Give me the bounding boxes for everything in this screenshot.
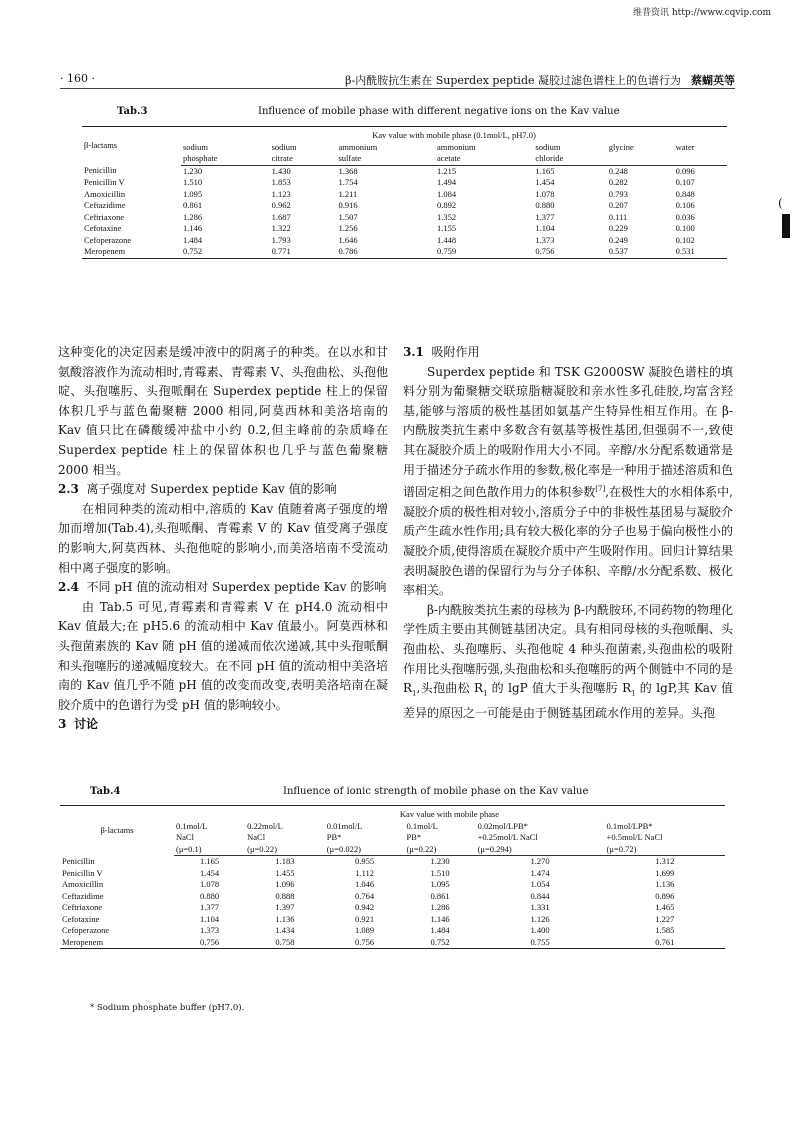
table-cell: 1.510 — [430, 867, 450, 878]
column-header-line: (μ=0.1) — [176, 843, 202, 854]
table-cell: 0.100 — [675, 223, 695, 233]
table-row — [82, 177, 727, 189]
table-cell: 0.848 — [675, 188, 695, 199]
column-header — [404, 821, 475, 856]
table-cell: 0.880 — [200, 890, 220, 901]
table-cell: 1.078 — [200, 879, 220, 889]
column-header-line: citrate — [271, 153, 293, 163]
running-title — [345, 72, 735, 88]
paragraph — [403, 363, 733, 601]
table-cell: 1.853 — [271, 177, 291, 187]
article-title: β-内酰胺抗生素在 Superdex peptide 凝胶过滤色谱柱上的色谱行为 — [345, 74, 681, 87]
table-cell: 1.430 — [271, 165, 291, 176]
table-cell: 1.368 — [338, 165, 358, 176]
row-label: Penicillin — [84, 165, 117, 175]
column-header-line: 0.1mol/LPB* — [606, 820, 653, 831]
table-cell: 1.123 — [271, 188, 291, 199]
table-cell: 0.942 — [355, 902, 375, 912]
section-title: 不同 pH 值的流动相对 Superdex peptide Kav 的影响 — [86, 580, 387, 595]
section-heading-3-1 — [403, 343, 733, 363]
table-cell: 0.107 — [675, 177, 695, 187]
table-cell: 1.312 — [655, 856, 675, 866]
table-cell: 0.761 — [605, 937, 725, 949]
table-row — [60, 879, 725, 891]
column-header — [605, 821, 725, 856]
table-cell: 1.104 — [535, 223, 555, 233]
column-header-line: (μ=0.294) — [477, 843, 512, 854]
row-label: Cefotaxine — [62, 913, 100, 924]
table-cell: 1.126 — [530, 913, 550, 924]
table-cell: 0.752 — [181, 246, 270, 258]
section-title: 离子强度对 Superdex peptide Kav 值的影响 — [86, 482, 337, 497]
column-header-line: 0.22mol/L — [247, 820, 283, 831]
table-cell: 1.095 — [430, 879, 450, 889]
table-cell: 0.229 — [608, 223, 628, 233]
table-cell: 1.095 — [183, 188, 203, 199]
column-header — [476, 821, 605, 856]
column-header-line: +0.5mol/L NaCl — [606, 832, 663, 842]
table-cell: 0.756 — [533, 246, 606, 258]
table-cell: 1.377 — [200, 902, 220, 912]
table-row — [60, 902, 725, 914]
table-cell: 0.786 — [337, 246, 435, 258]
table-row — [82, 212, 727, 224]
table-cell: 1.331 — [530, 902, 550, 912]
table-cell: 0.036 — [675, 211, 695, 222]
table-cell: 1.270 — [530, 856, 550, 866]
table-row — [82, 165, 727, 177]
section-number: 2.4 — [58, 580, 79, 595]
page-edge-bar — [782, 214, 790, 238]
table-cell: 0.756 — [325, 937, 405, 949]
column-header-line: 0.01mol/L — [326, 820, 363, 831]
row-label: Meropenem — [60, 937, 174, 949]
column-header-line: PB* — [406, 832, 422, 842]
section-heading-2-3 — [58, 480, 388, 500]
table-cell: 1.104 — [200, 913, 220, 924]
column-header-line: (μ=0.022) — [326, 843, 361, 854]
table-row — [82, 189, 727, 201]
table-row — [60, 856, 725, 868]
table-cell: 1.454 — [535, 177, 555, 187]
table-cell: 0.102 — [675, 234, 695, 245]
column-header-line: sodium — [535, 141, 561, 152]
row-label: Cefotaxine — [84, 223, 122, 233]
section-number: 2.3 — [58, 482, 79, 497]
table-cell: 0.106 — [675, 200, 695, 210]
subscript: 1 — [412, 689, 417, 698]
paragraph: 这种变化的决定因素是缓冲液中的阴离子的种类。在以水和甘氨酸溶液作为流动相时,青霉素、青霉素 V、头孢曲松、头孢他啶、头孢噻肟、头孢哌酮在 Superdex peptide 柱上的保留体积几乎与蓝色葡聚糖 2000 相同,阿莫西林和美洛培南的 Kav 值只比在磷酸缓冲盐中小约 0.2,但主峰前的杂质峰在 Superdex peptide 柱上的保留体积也几乎与蓝色葡聚糖 2000 相当。 — [58, 345, 388, 477]
table-cell: 0.921 — [355, 913, 375, 924]
table-cell: 1.096 — [275, 879, 295, 889]
column-header-line: (μ=0.22) — [247, 843, 278, 854]
subscript: 1 — [631, 689, 636, 698]
paragraph — [403, 601, 733, 724]
section-number: 3.1 — [403, 345, 424, 359]
table-row — [82, 200, 727, 212]
column-header-line: acetate — [436, 153, 461, 163]
table-cell: 1.089 — [355, 925, 375, 935]
column-header-line: sulfate — [338, 153, 362, 163]
table-cell: 1.397 — [275, 902, 295, 912]
row-label: Amoxicillin — [84, 188, 126, 199]
authors: 蔡蝴英等 — [691, 74, 735, 87]
table-cell: 1.352 — [436, 211, 457, 222]
table-cell: 1.510 — [183, 177, 203, 187]
table-row — [82, 246, 727, 258]
table3 — [82, 126, 727, 259]
table-cell: 0.771 — [270, 246, 337, 258]
paragraph-text: β-内酰胺类抗生素的母核为 β-内酰胺环,不同药物的物理化学性质主要由其侧链基团决定。具有相同母核的头孢哌酮、头孢曲松、头孢噻肟、头孢他啶 4 种头孢菌素,头孢曲松的吸附作用比头孢噻肟强,头孢曲松和头孢噻肟的两个侧链中不同的是 R — [403, 602, 733, 696]
row-label: Cefoperazone — [62, 925, 110, 935]
table-cell: 0.880 — [535, 200, 555, 210]
table-cell: 1.400 — [530, 925, 550, 935]
column-header-line: chloride — [535, 153, 564, 163]
column-header-line: NaCl — [247, 832, 266, 842]
table-cell: 1.286 — [430, 902, 450, 912]
table-cell: 1.215 — [436, 165, 457, 176]
left-column — [58, 343, 388, 735]
row-label: Ceftazidime — [62, 890, 104, 901]
table-row — [60, 925, 725, 937]
table-cell: 1.256 — [338, 223, 358, 233]
table-cell: 0.207 — [608, 200, 628, 210]
table-cell: 1.474 — [530, 867, 550, 878]
table-row — [82, 235, 727, 247]
column-header-line: glycine — [608, 141, 634, 152]
row-label: Ceftriaxone — [62, 902, 103, 912]
table-cell: 1.373 — [535, 234, 555, 245]
table3-label: Tab.3 — [117, 106, 148, 117]
table-cell: 0.962 — [271, 200, 291, 210]
table-cell: 0.111 — [608, 211, 628, 222]
table-cell: 0.888 — [275, 890, 295, 901]
table-cell: 1.322 — [271, 223, 291, 233]
table-cell: 0.844 — [530, 890, 550, 901]
table4 — [60, 805, 725, 949]
row-label: Ceftriaxone — [84, 211, 125, 222]
column-header — [270, 142, 337, 166]
row-label: Penicillin V — [62, 867, 103, 878]
table-cell: 1.646 — [338, 234, 358, 245]
paragraph-text: ,在极性大的水相体系中,凝胶介质的极性相对较小,溶质分子中的非极性基团易与凝胶介质产生疏水性作用;具有较大极化率的分子也易于偏向极性小的凝胶介质,使得溶质在凝胶介质中产生吸附作用。回归计算结果表明凝胶色谱的保留行为与分子体积、辛醇/水分配系数、极化率相关。 — [403, 485, 733, 598]
table-cell: 0.759 — [435, 246, 533, 258]
table3-row-header: β-lactams — [82, 127, 181, 166]
table-cell: 1.136 — [275, 913, 295, 924]
table-cell: 0.764 — [355, 890, 375, 901]
table3-group-header — [181, 127, 727, 142]
table-cell: 1.754 — [338, 177, 358, 187]
table-cell: 1.230 — [183, 165, 203, 176]
table-cell: 1.084 — [436, 188, 457, 199]
table-cell: 0.892 — [436, 200, 457, 210]
table-cell: 1.585 — [655, 925, 675, 935]
table-cell: 1.165 — [200, 856, 220, 866]
column-header — [435, 142, 533, 166]
watermark: 维普资讯 http://www.cqvip.com — [632, 8, 771, 18]
table-cell: 0.955 — [355, 856, 375, 866]
column-header — [607, 142, 674, 166]
column-header — [533, 142, 606, 166]
paragraph-text: Superdex peptide 和 TSK G2000SW 凝胶色谱柱的填料分别为葡聚糖交联琼脂糖凝胶和亲水性多孔硅胶,均富含羟基,能够与溶质的极性基团如氨基产生特异性相互作用。在 β-内酰胺类抗生素中多数含有氨基等极性基团,但强弱不一,致使其在凝胶介质上的吸附作用大小不同。辛醇/水分配系数通常是用于描述分子疏水作用的参数,极化率是一种用于描述溶质和色谱固定相之间色散作用力的体积参数 — [403, 364, 733, 500]
table-cell: 0.755 — [476, 937, 605, 949]
paragraph-text: 的 lgP,其 Kav 值差异的原因之一可能是由于侧链基团疏水作用的差异。头孢 — [403, 681, 733, 721]
table-row — [60, 891, 725, 903]
column-header-line: (μ=0.22) — [406, 843, 437, 854]
table-cell: 1.793 — [271, 234, 291, 245]
table4-footnote: * Sodium phosphate buffer (pH7.0). — [90, 1003, 245, 1013]
row-label: Penicillin — [62, 855, 95, 866]
table-cell: 1.448 — [436, 234, 457, 245]
column-header — [181, 142, 270, 166]
table-cell: 1.484 — [183, 234, 203, 245]
table4-label: Tab.4 — [90, 786, 121, 797]
column-header-line: +0.25mol/L NaCl — [477, 832, 538, 842]
column-header — [674, 142, 727, 166]
row-label: Meropenem — [82, 246, 181, 258]
table3-title: Influence of mobile phase with different negative ions on the Kav value — [258, 106, 620, 117]
table-cell: 1.687 — [271, 211, 291, 222]
column-header-line: sodium — [271, 141, 297, 152]
subscript: 1 — [483, 689, 488, 698]
table-cell: 0.916 — [338, 200, 358, 210]
table-row — [82, 223, 727, 235]
table-cell: 1.230 — [430, 856, 450, 866]
column-header — [174, 821, 245, 856]
table4-group-header — [174, 806, 725, 821]
table-cell: 0.861 — [183, 200, 203, 210]
table4-group-header-text: Kav value with mobile phase — [399, 809, 500, 819]
table-cell: 0.537 — [607, 246, 674, 258]
column-header-line: NaCl — [176, 832, 194, 842]
column-header-line: 0.1mol/L — [176, 820, 208, 831]
column-header-line: water — [675, 141, 695, 152]
column-header-line: ammonium — [436, 141, 476, 152]
citation[interactable]: [7] — [595, 485, 606, 494]
row-label: Cefoperazone — [84, 234, 132, 245]
table-cell: 1.078 — [535, 188, 555, 199]
column-header — [325, 821, 405, 856]
table-cell: 1.454 — [200, 867, 220, 878]
row-label: Amoxicillin — [62, 879, 104, 889]
table-cell: 0.531 — [674, 246, 727, 258]
table-cell: 1.165 — [535, 165, 555, 176]
table-cell: 1.465 — [655, 902, 675, 912]
table-cell: 0.248 — [608, 165, 628, 176]
table-cell: 1.136 — [655, 879, 675, 889]
column-header-line: 0.1mol/L — [406, 820, 438, 831]
column-header-line: 0.02mol/LPB* — [477, 820, 528, 831]
section-title: 讨论 — [74, 717, 99, 732]
table-row — [60, 868, 725, 880]
running-head — [60, 70, 735, 89]
column-header-line: PB* — [326, 832, 342, 842]
table-cell: 1.054 — [530, 879, 550, 889]
paragraph: 在相同种类的流动相中,溶质的 Kav 值随着离子强度的增加而增加(Tab.4),头孢哌酮、青霉素 V 的 Kav 值受离子强度的影响大,阿莫西林、头孢他啶的影响小,而美洛培南不受流动相中离子强度的影响。 — [58, 501, 388, 575]
row-label: Ceftazidime — [84, 200, 126, 210]
column-header — [337, 142, 435, 166]
table-row — [60, 914, 725, 926]
table-cell: 0.756 — [174, 937, 245, 949]
table-cell: 0.793 — [608, 188, 628, 199]
section-heading-2-4 — [58, 578, 388, 598]
table4-title: Influence of ionic strength of mobile phase on the Kav value — [283, 786, 589, 797]
column-header-line: phosphate — [183, 153, 218, 163]
table-cell: 1.227 — [655, 913, 675, 924]
table-cell: 0.896 — [655, 890, 675, 901]
paragraph-text: 的 lgP 值大于头孢噻肟 R — [487, 681, 632, 696]
table-cell: 1.211 — [338, 188, 358, 199]
table-cell: 1.146 — [430, 913, 450, 924]
paragraph-text: ,头孢曲松 R — [416, 681, 484, 696]
table3-group-header-text: Kav value with mobile phase (0.1mol/L, pH7.0) — [372, 130, 536, 140]
table-cell: 0.282 — [608, 177, 628, 187]
table-cell: 1.112 — [355, 867, 375, 878]
table-cell: 1.434 — [275, 925, 295, 935]
table-cell: 0.758 — [245, 937, 325, 949]
table-cell: 1.046 — [355, 879, 375, 889]
row-label: Penicillin V — [84, 177, 125, 187]
table-cell: 1.377 — [535, 211, 555, 222]
table-cell: 1.373 — [200, 925, 220, 935]
section-heading-3 — [58, 715, 388, 735]
page-edge-mark: ( — [778, 196, 783, 210]
table-cell: 1.183 — [275, 856, 295, 866]
table-cell: 0.861 — [430, 890, 450, 901]
section-number: 3 — [58, 717, 67, 732]
table-row — [60, 937, 725, 949]
table-cell: 1.484 — [430, 925, 450, 935]
table4-row-header: β-lactams — [60, 806, 174, 856]
page-number: · 160 · — [60, 72, 95, 85]
table-cell: 1.455 — [275, 867, 295, 878]
section-title: 吸附作用 — [431, 345, 480, 359]
column-header-line: ammonium — [338, 141, 378, 152]
table-cell: 0.096 — [675, 165, 695, 176]
table-cell: 1.155 — [436, 223, 457, 233]
table-cell: 0.752 — [404, 937, 475, 949]
table-cell: 1.507 — [338, 211, 358, 222]
table-cell: 1.286 — [183, 211, 203, 222]
paragraph: 由 Tab.5 可见,青霉素和青霉素 V 在 pH4.0 流动相中 Kav 值最大;在 pH5.6 的流动相中 Kav 值最小。阿莫西林和头孢菌素族的 Kav 随 pH 值的递减而依次递减,其中头孢哌酮和头孢噻肟的递减幅度较大。在不同 pH 值的流动相中美洛培南的 Kav 值几乎不随 pH 值的改变而改变,表明美洛培南在凝胶介质中的色谱行为受 pH 值的影响较小。 — [58, 599, 388, 712]
column-header-line: sodium — [183, 141, 209, 152]
table-cell: 1.699 — [655, 867, 675, 878]
column-header-line: (μ=0.72) — [606, 843, 637, 854]
table-cell: 1.146 — [183, 223, 203, 233]
right-column — [403, 343, 733, 724]
table-cell: 1.494 — [436, 177, 457, 187]
table-cell: 0.249 — [608, 234, 628, 245]
column-header — [245, 821, 325, 856]
